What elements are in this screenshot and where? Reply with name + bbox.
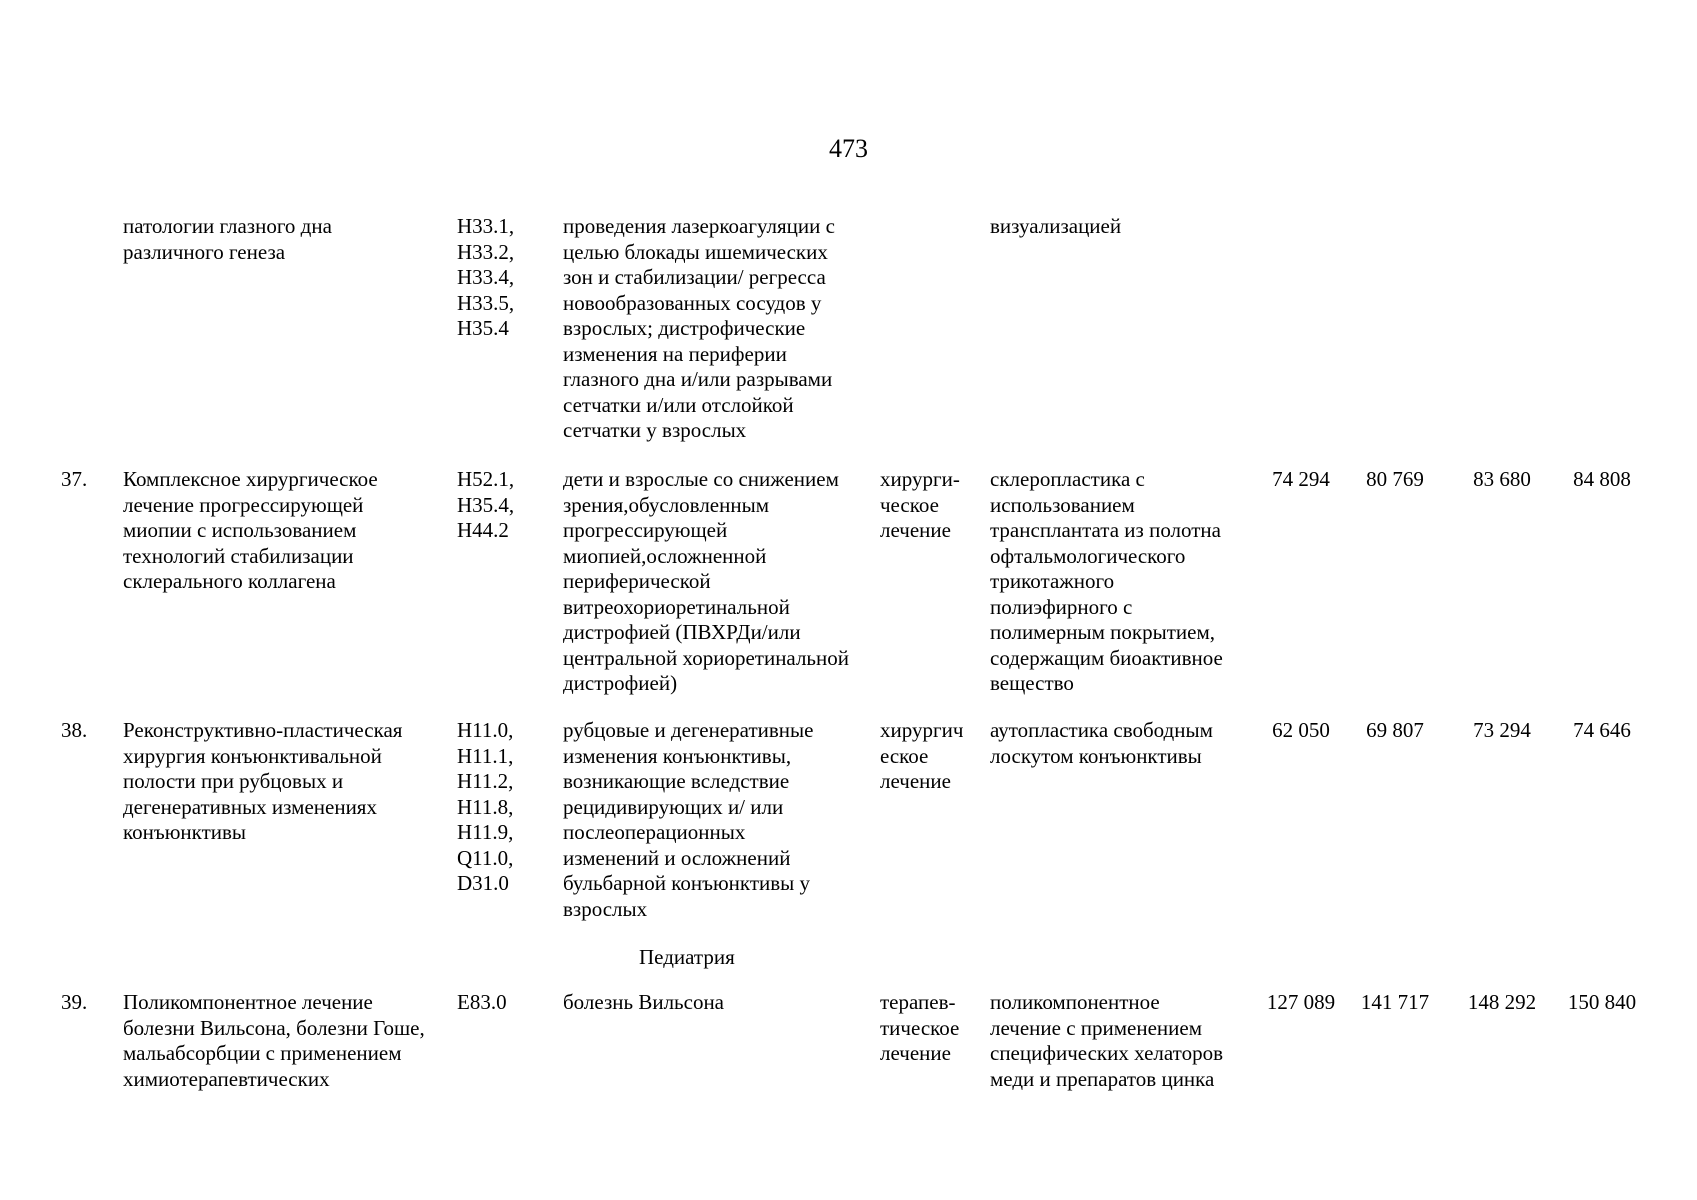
table-row — [0, 467, 1697, 718]
service-name: Поликомпонентное лечение болезни Вильсона, болезни Гоше, мальабсорбции с применением химиотерапевтических — [123, 990, 425, 1091]
row-number: 38. — [61, 718, 88, 742]
cost-value-1: 62 050 — [1272, 718, 1330, 742]
section-title: Педиатрия — [639, 945, 735, 969]
table-row — [0, 990, 1697, 1100]
treatment-method: аутопластика свободным лоскутом конъюнктивы — [990, 718, 1213, 768]
cost-value-4: 84 808 — [1573, 467, 1631, 491]
icd-codes: E83.0 — [457, 990, 507, 1014]
treatment-type: хирурги- ческое лечение — [880, 467, 960, 542]
cost-value-4: 150 840 — [1567, 990, 1637, 1014]
row-number: 39. — [61, 990, 88, 1014]
cost-value-1: 127 089 — [1266, 990, 1336, 1014]
patient-model: дети и взрослые со снижением зрения,обусловленным прогрессирующей миопией,осложненной периферической витреохориоретинальной дистрофией (ПВХРДи/или центральной хориоретинальной дистрофией) — [563, 467, 849, 695]
treatment-type: терапев- тическое лечение — [880, 990, 960, 1065]
services-table — [0, 214, 1697, 1100]
icd-codes: H52.1, H35.4, H44.2 — [457, 467, 515, 542]
table-row — [0, 718, 1697, 945]
patient-model: рубцовые и дегенеративные изменения конъюнктивы, возникающие вследствие рецидивирующих и/ или послеоперационных изменений и осложнений бульбарной конъюнктивы у взрослых — [563, 718, 814, 921]
cost-value-3: 73 294 — [1473, 718, 1531, 742]
page-number: 473 — [829, 134, 868, 163]
service-name: Реконструктивно-пластическая хирургия конъюнктивальной полости при рубцовых и дегенеративных изменениях конъюнктивы — [123, 718, 403, 844]
service-name: Комплексное хирургическое лечение прогрессирующей миопии с использованием технологий стабилизации склерального коллагена — [123, 467, 378, 593]
cost-value-4: 74 646 — [1573, 718, 1631, 742]
patient-model: болезнь Вильсона — [563, 990, 725, 1014]
table-row — [0, 214, 1697, 467]
cost-value-2: 80 769 — [1366, 467, 1424, 491]
section-heading-row — [0, 945, 1697, 990]
icd-codes: H11.0, H11.1, H11.2, H11.8, H11.9, Q11.0, D31.0 — [457, 718, 514, 895]
cost-value-1: 74 294 — [1272, 467, 1330, 491]
treatment-method: визуализацией — [990, 214, 1122, 238]
cost-value-2: 141 717 — [1360, 990, 1430, 1014]
row-number: 37. — [61, 467, 88, 491]
icd-codes: H33.1, H33.2, H33.4, H33.5, H35.4 — [457, 214, 515, 340]
treatment-type: хирургич еское лечение — [880, 718, 964, 793]
patient-model: проведения лазеркоагуляции с целью блокады ишемических зон и стабилизации/ регресса новообразованных сосудов у взрослых; дистрофические изменения на периферии глазного дна и/или разрывами сетчатки и/или отслойкой сетчатки у взрослых — [563, 214, 835, 442]
cost-value-2: 69 807 — [1366, 718, 1424, 742]
cost-value-3: 148 292 — [1467, 990, 1537, 1014]
service-name: патологии глазного дна различного генеза — [123, 214, 332, 264]
treatment-method: поликомпонентное лечение с применением специфических хелаторов меди и препаратов цинка — [990, 990, 1223, 1091]
cost-value-3: 83 680 — [1473, 467, 1531, 491]
treatment-method: склеропластика с использованием трансплантата из полотна офтальмологического трикотажного полиэфирного с полимерным покрытием, содержащим биоактивное вещество — [990, 467, 1223, 695]
